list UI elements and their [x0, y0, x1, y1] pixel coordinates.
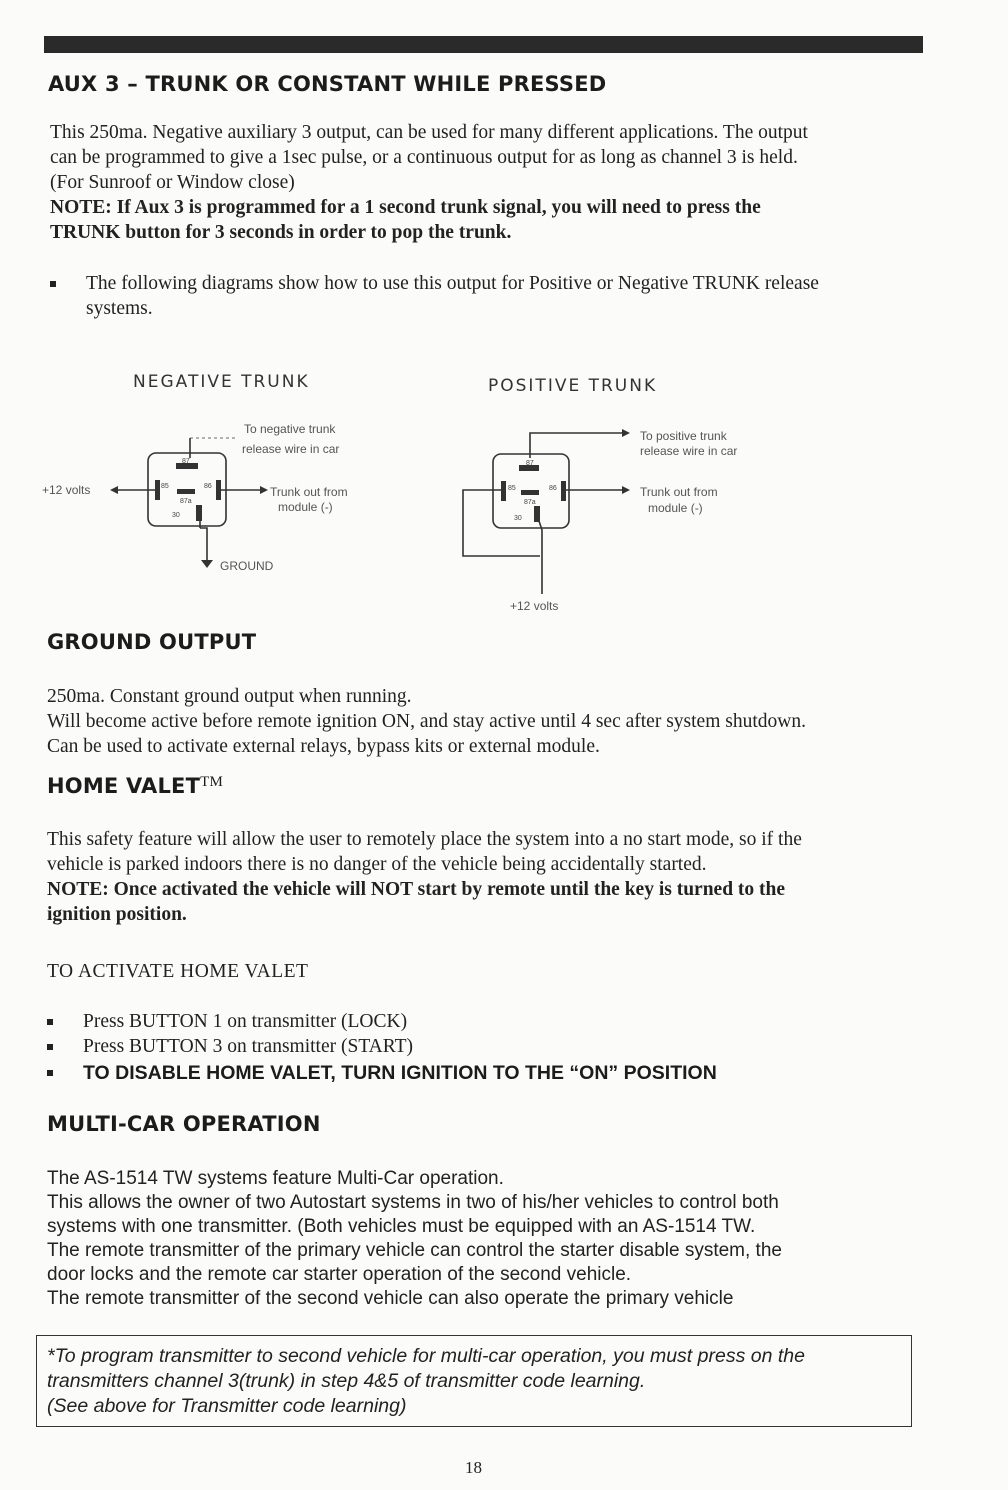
positive-pin-87a-label: 87a	[524, 499, 536, 506]
multi-car-paragraph	[47, 1167, 782, 1311]
home-valet-title	[47, 774, 223, 798]
ground-para-line: Will become active before remote ignition ON, and stay active until 4 sec after system shutdown.	[47, 711, 806, 732]
multi-car-para-line: systems with one transmitter. (Both vehicles must be equipped with an AS-1514 TW.	[47, 1216, 756, 1237]
positive-pin30	[534, 506, 540, 522]
negative-label-ground: GROUND	[220, 559, 274, 573]
note-box-line: transmitters channel 3(trunk) in step 4&5 of transmitter code learning.	[47, 1370, 646, 1392]
home-valet-note-line: NOTE: Once activated the vehicle will NOT start by remote until the key is turned to the	[47, 879, 786, 900]
positive-trunk-diagram	[463, 429, 630, 594]
positive-trunk-title: POSITIVE TRUNK	[488, 376, 658, 396]
activate-step: Press BUTTON 1 on transmitter (LOCK)	[47, 1009, 413, 1034]
home-valet-paragraph	[47, 827, 802, 927]
multi-car-para-line: door locks and the remote car starter operation of the second vehicle.	[47, 1264, 632, 1285]
aux3-para-line: This 250ma. Negative auxiliary 3 output, can be used for many different applications. The output	[50, 122, 808, 143]
positive-arrow-right	[622, 486, 630, 494]
activate-step: Press BUTTON 3 on transmitter (START)	[47, 1034, 413, 1059]
negative-label-top-1: To negative trunk	[244, 422, 336, 436]
negative-pin-85-label: 85	[161, 483, 169, 490]
activate-home-valet-title: TO ACTIVATE HOME VALET	[47, 961, 309, 982]
negative-ground-wire	[200, 528, 207, 562]
negative-pin-87-label: 87	[182, 458, 190, 465]
home-valet-para-line: This safety feature will allow the user to remotely place the system into a no start mode, so if the	[47, 829, 802, 850]
negative-pin-86-label: 86	[204, 483, 212, 490]
ground-output-title: GROUND OUTPUT	[47, 630, 257, 654]
page-number: 18	[465, 1458, 482, 1477]
negative-pin85	[155, 480, 160, 500]
aux3-note-line: TRUNK button for 3 seconds in order to pop the trunk.	[50, 222, 512, 243]
negative-label-right-1: Trunk out from	[270, 485, 348, 499]
positive-arrow-top	[622, 429, 630, 437]
negative-pin87a	[177, 489, 195, 494]
negative-arrow-right	[260, 486, 268, 494]
negative-label-right-2: module (-)	[278, 500, 333, 514]
positive-pin-85-label: 85	[508, 485, 516, 492]
aux3-bullet-line: The following diagrams show how to use this output for Positive or Negative TRUNK release	[86, 273, 819, 294]
multi-car-para-line: The AS-1514 TW systems feature Multi-Car operation.	[47, 1168, 504, 1189]
ground-para-line: Can be used to activate external relays, bypass kits or external module.	[47, 736, 600, 757]
positive-pin-30-label: 30	[514, 515, 522, 522]
home-valet-para-line: vehicle is parked indoors there is no danger of the vehicle being accidentally started.	[47, 854, 707, 875]
relay-diagrams	[0, 0, 1008, 640]
negative-pin30	[196, 505, 202, 521]
negative-pin-87a-label: 87a	[180, 498, 192, 505]
positive-label-top-2: release wire in car	[640, 444, 738, 458]
multi-car-title: MULTI-CAR OPERATION	[47, 1112, 321, 1136]
positive-label-right-2: module (-)	[648, 501, 703, 515]
negative-label-12v: +12 volts	[42, 483, 91, 497]
multi-car-para-line: The remote transmitter of the primary vehicle can control the starter disable system, the	[47, 1240, 782, 1261]
multi-car-note-box	[36, 1335, 912, 1427]
multi-car-para-line: The remote transmitter of the second vehicle can also operate the primary vehicle	[47, 1288, 734, 1309]
positive-pin-86-label: 86	[549, 485, 557, 492]
disable-home-valet-list	[47, 1060, 717, 1086]
positive-label-12v: +12 volts	[510, 599, 559, 613]
ground-icon	[201, 560, 213, 568]
disable-home-valet-step: TO DISABLE HOME VALET, TURN IGNITION TO THE “ON” POSITION	[47, 1060, 717, 1086]
negative-arrow-left	[110, 486, 118, 494]
activate-steps-list	[47, 1009, 413, 1059]
positive-pin85	[501, 481, 506, 501]
trademark-mark: TM	[200, 774, 224, 790]
ground-output-paragraph	[47, 684, 806, 759]
positive-12v-wire	[536, 512, 542, 594]
aux3-bullet-line: systems.	[86, 298, 153, 319]
positive-label-right-1: Trunk out from	[640, 485, 718, 499]
negative-pin-30-label: 30	[172, 512, 180, 519]
positive-label-top-1: To positive trunk	[640, 429, 727, 443]
aux3-para-line: can be programmed to give a 1sec pulse, or a continuous output for as long as channel 3 is held.	[50, 147, 798, 168]
positive-pin86	[561, 481, 566, 501]
home-valet-title-text: HOME VALET	[47, 774, 201, 798]
note-box-line: (See above for Transmitter code learning)	[47, 1395, 407, 1417]
negative-pin86	[216, 480, 221, 500]
positive-pin-87-label: 87	[526, 460, 534, 467]
multi-car-para-line: This allows the owner of two Autostart systems in two of his/her vehicles to control both	[47, 1192, 779, 1213]
aux3-para-line: (For Sunroof or Window close)	[50, 172, 295, 193]
negative-trunk-title: NEGATIVE TRUNK	[133, 372, 310, 392]
ground-para-line: 250ma. Constant ground output when running.	[47, 686, 412, 707]
note-box-line: *To program transmitter to second vehicle for multi-car operation, you must press on the	[47, 1345, 805, 1367]
negative-label-top-2: release wire in car	[242, 442, 340, 456]
aux3-note-line: NOTE: If Aux 3 is programmed for a 1 second trunk signal, you will need to press the	[50, 197, 761, 218]
positive-pin87a	[521, 490, 539, 495]
home-valet-note-line: ignition position.	[47, 904, 187, 925]
aux3-title: AUX 3 – TRUNK OR CONSTANT WHILE PRESSED	[48, 72, 607, 96]
